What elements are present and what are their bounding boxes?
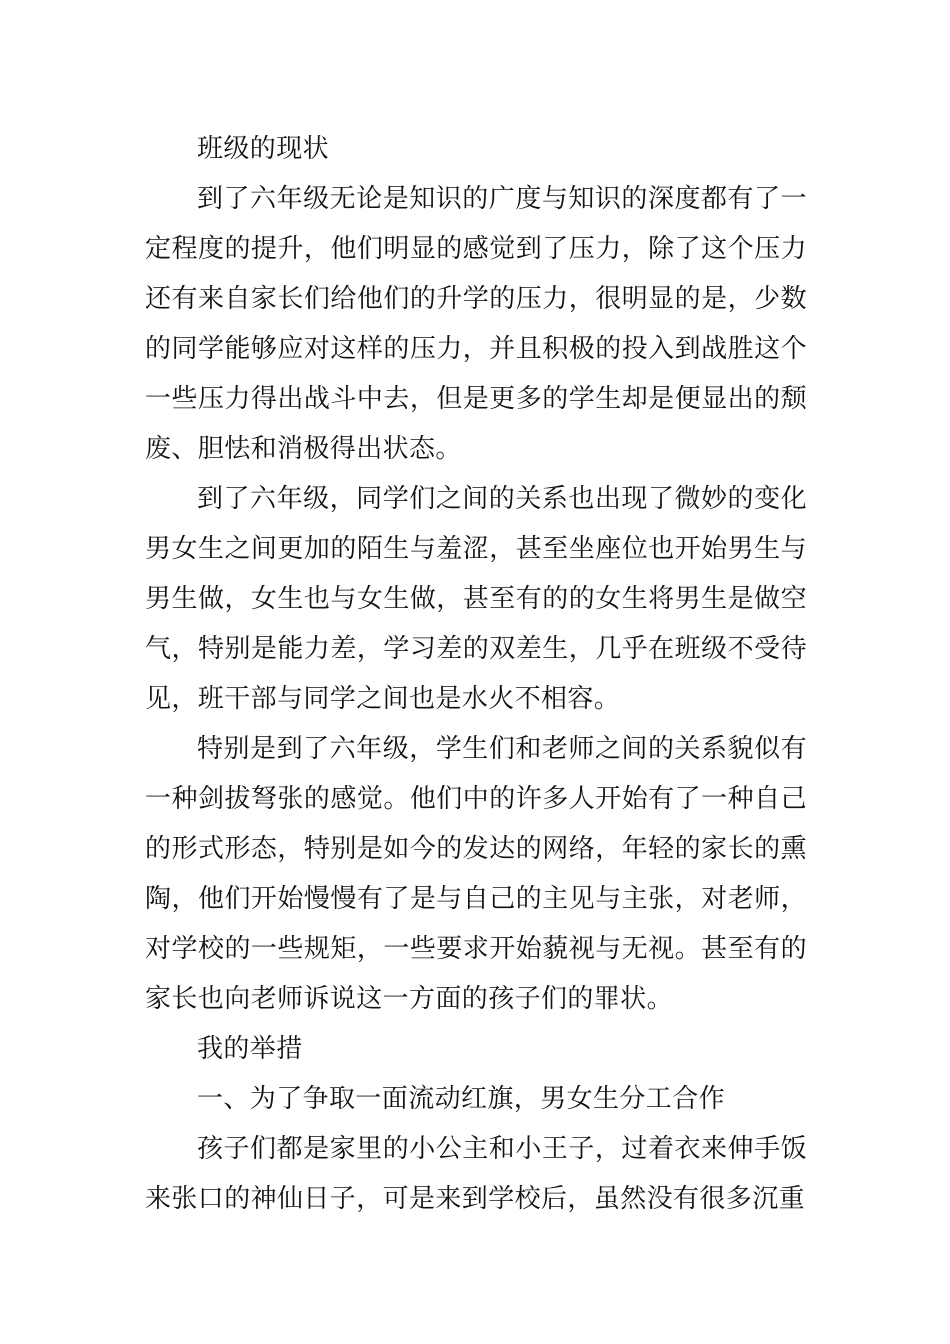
section-title-my-measures: 我的举措 <box>197 1034 303 1064</box>
section-title-current-status: 班级的现状 <box>197 134 330 164</box>
paragraph-teacher-relationships: 特别是到了六年级，学生们和老师之间的关系貌似有一种剑拔弩张的感觉。他们中的许多人开始有了一种自己的形式形态，特别是如今的发达的网络，年轻的家长的熏陶，他们开始慢慢有了是与自己的主见与主张，对老师，对学校的一些规矩，一些要求开始藐视与无视。甚至有的家长也向老师诉说这一方面的孩子们的罪状。 <box>145 734 807 1014</box>
paragraph-student-relationships: 到了六年级，同学们之间的关系也出现了微妙的变化男女生之间更加的陌生与羞涩，甚至坐座位也开始男生与男生做，女生也与女生做，甚至有的的女生将男生是做空气，特别是能力差，学习差的双差生，几乎在班级不受待见，班干部与同学之间也是水火不相容。 <box>145 484 807 714</box>
subheading-red-flag: 一、为了争取一面流动红旗，男女生分工合作 <box>197 1084 726 1114</box>
paragraph-knowledge-pressure: 到了六年级无论是知识的广度与知识的深度都有了一定程度的提升，他们明显的感觉到了压力，除了这个压力还有来自家长们给他们的升学的压力，很明显的是，少数的同学能够应对这样的压力，并且积极的投入到战胜这个一些压力得出战斗中去，但是更多的学生却是便显出的颓废、胆怯和消极得出状态。 <box>145 184 807 464</box>
paragraph-little-princes: 孩子们都是家里的小公主和小王子，过着衣来伸手饭来张口的神仙日子，可是来到学校后，虽然没有很多沉重 <box>145 1134 807 1214</box>
document-body <box>145 124 807 1224</box>
